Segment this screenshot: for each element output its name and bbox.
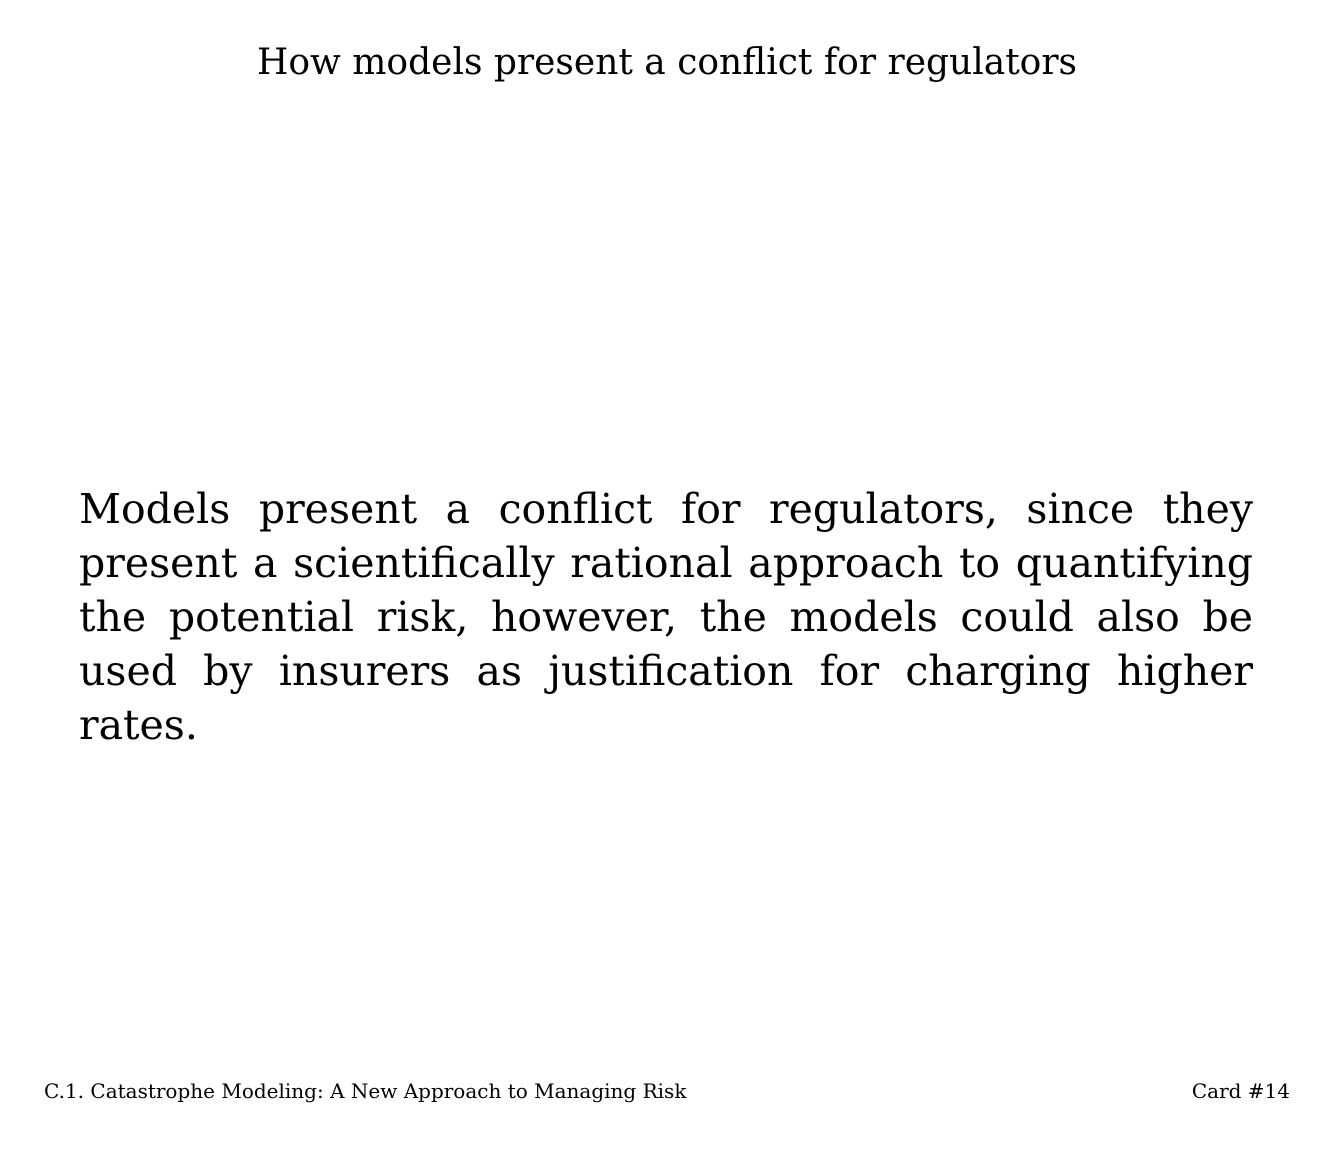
footer-card-number: Card #14 [1191,1079,1290,1103]
card-title: How models present a conflict for regulators [256,42,1078,83]
card-body-text: Models present a conflict for regulators, since they present a scientifically rational approach to quantifying the potential risk, however, the models could also be used by insurers as justification for charging higher rates. [79,485,1253,749]
footer-section-title: C.1. Catastrophe Modeling: A New Approach to Managing Risk [44,1079,687,1103]
